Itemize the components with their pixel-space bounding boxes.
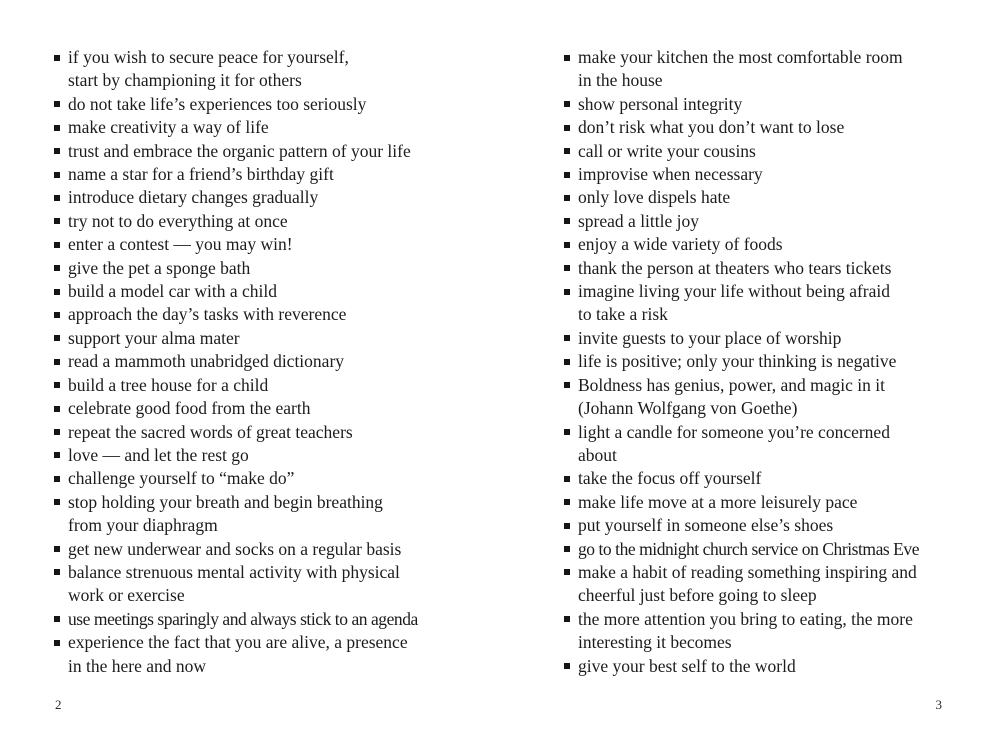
list-item-text: read a mammoth unabridged dictionary — [68, 351, 345, 372]
bullet-square-icon — [564, 514, 578, 529]
list-item — [54, 608, 484, 631]
list-item — [54, 233, 484, 256]
bullet-square-icon — [54, 140, 68, 155]
list-item — [54, 421, 484, 444]
list-item-text: put yourself in someone else’s shoes — [578, 515, 834, 536]
list-item — [564, 257, 994, 280]
list-item — [564, 350, 994, 373]
list-item-text: thank the person at theaters who tears tickets — [578, 257, 892, 278]
list-item — [564, 93, 994, 116]
list-item-text: imagine living your life without being afraid to take a risk — [578, 281, 891, 325]
bullet-square-icon — [564, 421, 578, 436]
list-item — [54, 257, 484, 280]
bullet-square-icon — [564, 561, 578, 576]
bullet-square-icon — [54, 303, 68, 318]
list-item — [54, 327, 484, 350]
bullet-square-icon — [54, 374, 68, 389]
list-item-text: don’t risk what you don’t want to lose — [578, 117, 845, 138]
bullet-square-icon — [564, 186, 578, 201]
list-item-text: make creativity a way of life — [68, 117, 269, 138]
page-number-left: 2 — [55, 697, 62, 712]
bullet-square-icon — [54, 233, 68, 248]
list-item-text: use meetings sparingly and always stick to an agenda — [68, 608, 418, 629]
list-item-text: light a candle for someone you’re concerned about — [578, 421, 890, 465]
list-item — [564, 561, 994, 608]
bullet-square-icon — [54, 444, 68, 459]
list-item-text: take the focus off yourself — [578, 468, 762, 489]
list-item — [564, 210, 994, 233]
list-item — [564, 608, 994, 655]
bullet-square-icon — [54, 186, 68, 201]
list-item — [564, 327, 994, 350]
list-item-text: balance strenuous mental activity with physical work or exercise — [68, 561, 400, 606]
bullet-square-icon — [564, 655, 578, 670]
list-item-text: make life move at a more leisurely pace — [578, 491, 858, 512]
bullet-square-icon — [564, 374, 578, 389]
bullet-square-icon — [54, 608, 68, 623]
list-item-text: get new underwear and socks on a regular basis — [68, 538, 402, 559]
bullet-square-icon — [564, 233, 578, 248]
list-item — [54, 46, 484, 93]
bullet-square-icon — [564, 46, 578, 61]
list-item-text: only love dispels hate — [578, 187, 731, 208]
bullet-square-icon — [564, 93, 578, 108]
list-item-text: invite guests to your place of worship — [578, 327, 842, 348]
list-item-text: enjoy a wide variety of foods — [578, 234, 783, 255]
bullet-square-icon — [54, 163, 68, 178]
list-item-text: spread a little joy — [578, 210, 700, 231]
list-item-text: name a star for a friend’s birthday gift — [68, 164, 334, 185]
list-item-text: go to the midnight church service on Christmas Eve — [578, 538, 920, 559]
list-item — [564, 233, 994, 256]
list-item-text: celebrate good food from the earth — [68, 398, 311, 419]
list-item — [564, 280, 994, 327]
bullet-square-icon — [54, 397, 68, 412]
list-item-text: if you wish to secure peace for yourself, start by championing it for others — [68, 47, 349, 91]
list-item — [54, 280, 484, 303]
bullet-square-icon — [54, 257, 68, 272]
bullet-square-icon — [54, 350, 68, 365]
bullet-list — [54, 46, 484, 678]
list-item-text: give your best self to the world — [578, 655, 796, 676]
list-item-text: Boldness has genius, power, and magic in it (Johann Wolfgang von Goethe) — [578, 374, 885, 419]
bullet-square-icon — [54, 561, 68, 576]
bullet-square-icon — [54, 491, 68, 506]
list-item — [564, 421, 994, 468]
list-item — [54, 163, 484, 186]
list-item — [54, 397, 484, 420]
list-item-text: build a tree house for a child — [68, 374, 269, 395]
list-item — [564, 514, 994, 537]
list-item — [564, 491, 994, 514]
bullet-square-icon — [54, 93, 68, 108]
bullet-square-icon — [54, 421, 68, 436]
list-item-text: improvise when necessary — [578, 164, 763, 185]
list-item — [564, 163, 994, 186]
bullet-square-icon — [564, 608, 578, 623]
list-item — [54, 444, 484, 467]
list-item — [54, 561, 484, 608]
list-item-text: build a model car with a child — [68, 281, 277, 302]
bullet-square-icon — [54, 538, 68, 553]
bullet-square-icon — [564, 210, 578, 225]
list-item — [54, 93, 484, 116]
list-item — [564, 116, 994, 139]
list-item — [564, 655, 994, 678]
bullet-square-icon — [564, 116, 578, 131]
bullet-list — [564, 46, 994, 678]
list-item — [54, 631, 484, 678]
bullet-square-icon — [564, 327, 578, 342]
list-item-text: approach the day’s tasks with reverence — [68, 304, 347, 325]
list-item-text: the more attention you bring to eating, the more interesting it becomes — [578, 608, 913, 653]
list-item — [54, 374, 484, 397]
list-item — [54, 140, 484, 163]
bullet-square-icon — [564, 350, 578, 365]
bullet-square-icon — [54, 280, 68, 295]
list-item-text: stop holding your breath and begin breathing from your diaphragm — [68, 491, 383, 536]
list-item — [54, 116, 484, 139]
bullet-square-icon — [564, 280, 578, 295]
list-item — [54, 210, 484, 233]
list-item-text: try not to do everything at once — [68, 210, 288, 231]
list-item-text: do not take life’s experiences too seriously — [68, 93, 367, 114]
list-item — [564, 538, 994, 561]
page-right — [500, 0, 1000, 750]
bullet-square-icon — [54, 116, 68, 131]
bullet-square-icon — [564, 467, 578, 482]
list-item — [564, 46, 994, 93]
list-item-text: enter a contest — you may win! — [68, 234, 293, 255]
bullet-square-icon — [54, 631, 68, 646]
list-item — [54, 350, 484, 373]
bullet-square-icon — [564, 163, 578, 178]
list-item-text: challenge yourself to “make do” — [68, 468, 295, 489]
list-item-text: make your kitchen the most comfortable room in the house — [578, 47, 903, 91]
bullet-square-icon — [564, 538, 578, 553]
bullet-square-icon — [54, 210, 68, 225]
list-item-text: show personal integrity — [578, 93, 743, 114]
list-item — [54, 538, 484, 561]
bullet-square-icon — [564, 491, 578, 506]
page-number-right: 3 — [935, 697, 942, 712]
list-item — [54, 303, 484, 326]
list-item — [54, 491, 484, 538]
bullet-square-icon — [564, 140, 578, 155]
list-item-text: experience the fact that you are alive, a presence in the here and now — [68, 632, 408, 676]
list-item — [564, 467, 994, 490]
list-item-text: give the pet a sponge bath — [68, 257, 251, 278]
list-item-text: trust and embrace the organic pattern of your life — [68, 140, 411, 161]
bullet-square-icon — [54, 327, 68, 342]
list-item — [564, 140, 994, 163]
list-item-text: repeat the sacred words of great teachers — [68, 421, 353, 442]
bullet-square-icon — [564, 257, 578, 272]
list-item-text: support your alma mater — [68, 327, 240, 348]
list-item-text: introduce dietary changes gradually — [68, 187, 319, 208]
list-item — [564, 186, 994, 209]
list-item-text: love — and let the rest go — [68, 444, 249, 465]
list-item-text: call or write your cousins — [578, 140, 756, 161]
list-item — [564, 374, 994, 421]
list-item — [54, 467, 484, 490]
list-item-text: life is positive; only your thinking is negative — [578, 351, 897, 372]
bullet-square-icon — [54, 46, 68, 61]
list-item — [54, 186, 484, 209]
bullet-square-icon — [54, 467, 68, 482]
list-item-text: make a habit of reading something inspiring and cheerful just before going to sleep — [578, 561, 917, 606]
